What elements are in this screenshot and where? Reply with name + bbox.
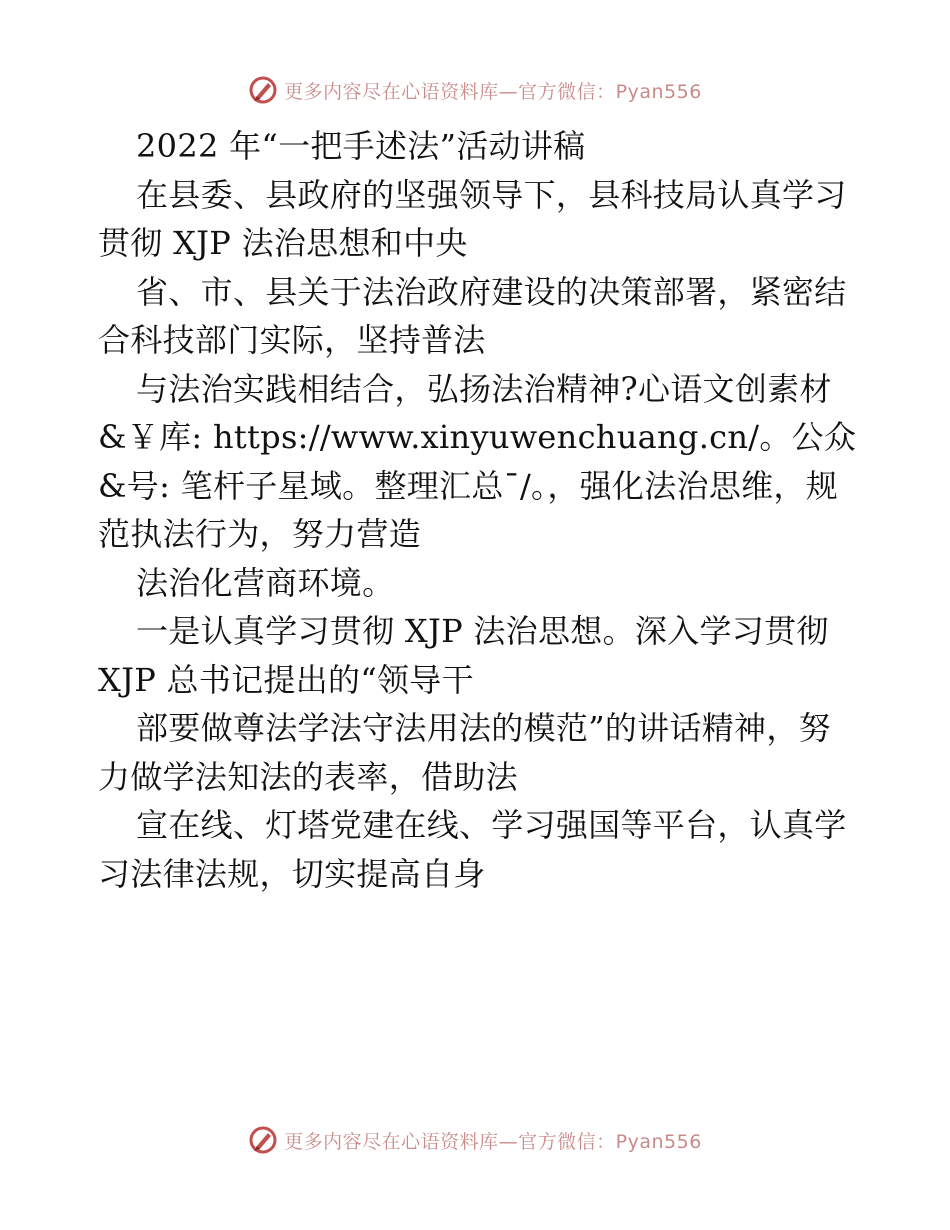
document-body <box>98 122 858 898</box>
document-title: 2022 年“一把手述法”活动讲稿 <box>136 127 586 165</box>
footer-banner <box>0 1120 950 1160</box>
header-banner <box>0 70 950 110</box>
paragraph: 部要做尊法学法守法用法的模范”的讲话精神，努力做学法知法的表率，借助法 <box>98 709 831 796</box>
pen-logo-icon <box>248 75 278 105</box>
paragraph: 一是认真学习贯彻 XJP 法治思想。深入学习贯彻 XJP 总书记提出的“领导干 <box>98 612 829 699</box>
paragraph: 宣在线、灯塔党建在线、学习强国等平台，认真学习法律法规，切实提高自身 <box>98 806 847 893</box>
pen-logo-icon <box>248 1125 278 1155</box>
banner-text: 更多内容尽在心语资料库—官方微信：Pyan556 <box>284 1130 702 1153</box>
paragraph: 与法治实践相结合，弘扬法治精神?心语文创素材&￥库: https://www.xinyuwenchuang.cn/。公众&号: 笔杆子星域。整理汇总¯/。，强化法治思维，规范执法行为，努力营造 <box>98 369 857 553</box>
banner-text: 更多内容尽在心语资料库—官方微信：Pyan556 <box>284 80 702 103</box>
paragraph: 法治化营商环境。 <box>136 563 395 602</box>
paragraph: 省、市、县关于法治政府建设的决策部署，紧密结合科技部门实际，坚持普法 <box>98 272 847 359</box>
paragraph: 在县委、县政府的坚强领导下，县科技局认真学习贯彻 XJP 法治思想和中央 <box>98 175 847 262</box>
